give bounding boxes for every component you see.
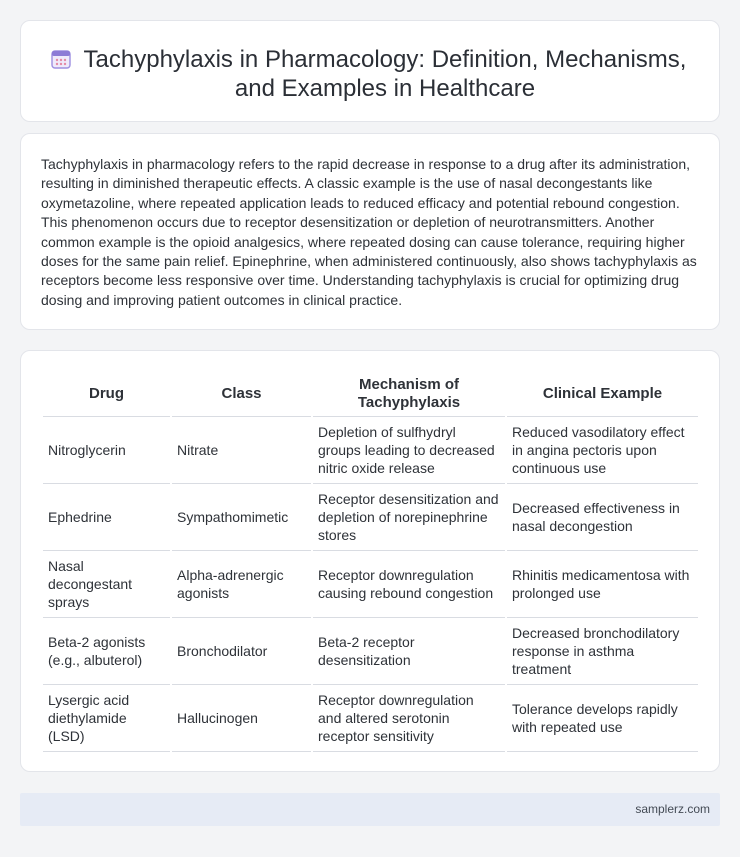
cell-clinical-example: Decreased effectiveness in nasal decongestion: [506, 483, 698, 550]
intro-paragraph: Tachyphylaxis in pharmacology refers to the rapid decrease in response to a drug after its administration, resulting in diminished therapeutic effects. A classic example is the use of nasal decongestants like oxymetazoline, where repeated application leads to reduced efficacy and potential rebound congestion. This phenomenon occurs due to receptor desensitization or depletion of neurotransmitters. Another common example is the opioid analgesics, where repeated dosing can cause tolerance, requiring higher doses for the same pain relief. Epinephrine, when administered continuously, also shows tachyphylaxis as receptors become less responsive over time. Understanding tachyphylaxis is crucial for optimizing drug dosing and improving patient outcomes in clinical practice.: [41, 156, 697, 308]
intro-card: [20, 133, 720, 330]
header-mechanism: Mechanism of Tachyphylaxis: [312, 372, 506, 416]
cell-drug: Ephedrine: [43, 483, 171, 550]
cell-class: Nitrate: [171, 416, 312, 483]
cell-clinical-example: Tolerance develops rapidly with repeated use: [506, 684, 698, 751]
cell-drug: Beta-2 agonists (e.g., albuterol): [43, 617, 171, 684]
table-header-row: [43, 372, 698, 416]
cell-drug: Lysergic acid diethylamide (LSD): [43, 684, 171, 751]
table-row: [43, 550, 698, 617]
tachyphylaxis-table: [43, 372, 698, 752]
header-drug: Drug: [43, 372, 171, 416]
header-class: Class: [171, 372, 312, 416]
cell-class: Bronchodilator: [171, 617, 312, 684]
cell-mechanism: Beta-2 receptor desensitization: [312, 617, 506, 684]
table-row: [43, 684, 698, 751]
cell-drug: Nasal decongestant sprays: [43, 550, 171, 617]
cell-class: Alpha-adrenergic agonists: [171, 550, 312, 617]
cell-clinical-example: Decreased bronchodilatory response in asthma treatment: [506, 617, 698, 684]
table-row: [43, 617, 698, 684]
footer-bar: [20, 793, 720, 826]
table-row: [43, 483, 698, 550]
cell-mechanism: Receptor desensitization and depletion of norepinephrine stores: [312, 483, 506, 550]
cell-class: Sympathomimetic: [171, 483, 312, 550]
table-card: [20, 350, 720, 772]
title-card: [20, 20, 720, 122]
cell-clinical-example: Rhinitis medicamentosa with prolonged use: [506, 550, 698, 617]
cell-clinical-example: Reduced vasodilatory effect in angina pectoris upon continuous use: [506, 416, 698, 483]
cell-class: Hallucinogen: [171, 684, 312, 751]
page-title: Tachyphylaxis in Pharmacology: Definition, Mechanisms, and Examples in Healthcare: [83, 46, 687, 102]
footer-site-link[interactable]: samplerz.com: [635, 802, 710, 816]
cell-mechanism: Receptor downregulation and altered serotonin receptor sensitivity: [312, 684, 506, 751]
cell-drug: Nitroglycerin: [43, 416, 171, 483]
cell-mechanism: Receptor downregulation causing rebound congestion: [312, 550, 506, 617]
header-clinical-example: Clinical Example: [506, 372, 698, 416]
table-row: [43, 416, 698, 483]
cell-mechanism: Depletion of sulfhydryl groups leading to decreased nitric oxide release: [312, 416, 506, 483]
